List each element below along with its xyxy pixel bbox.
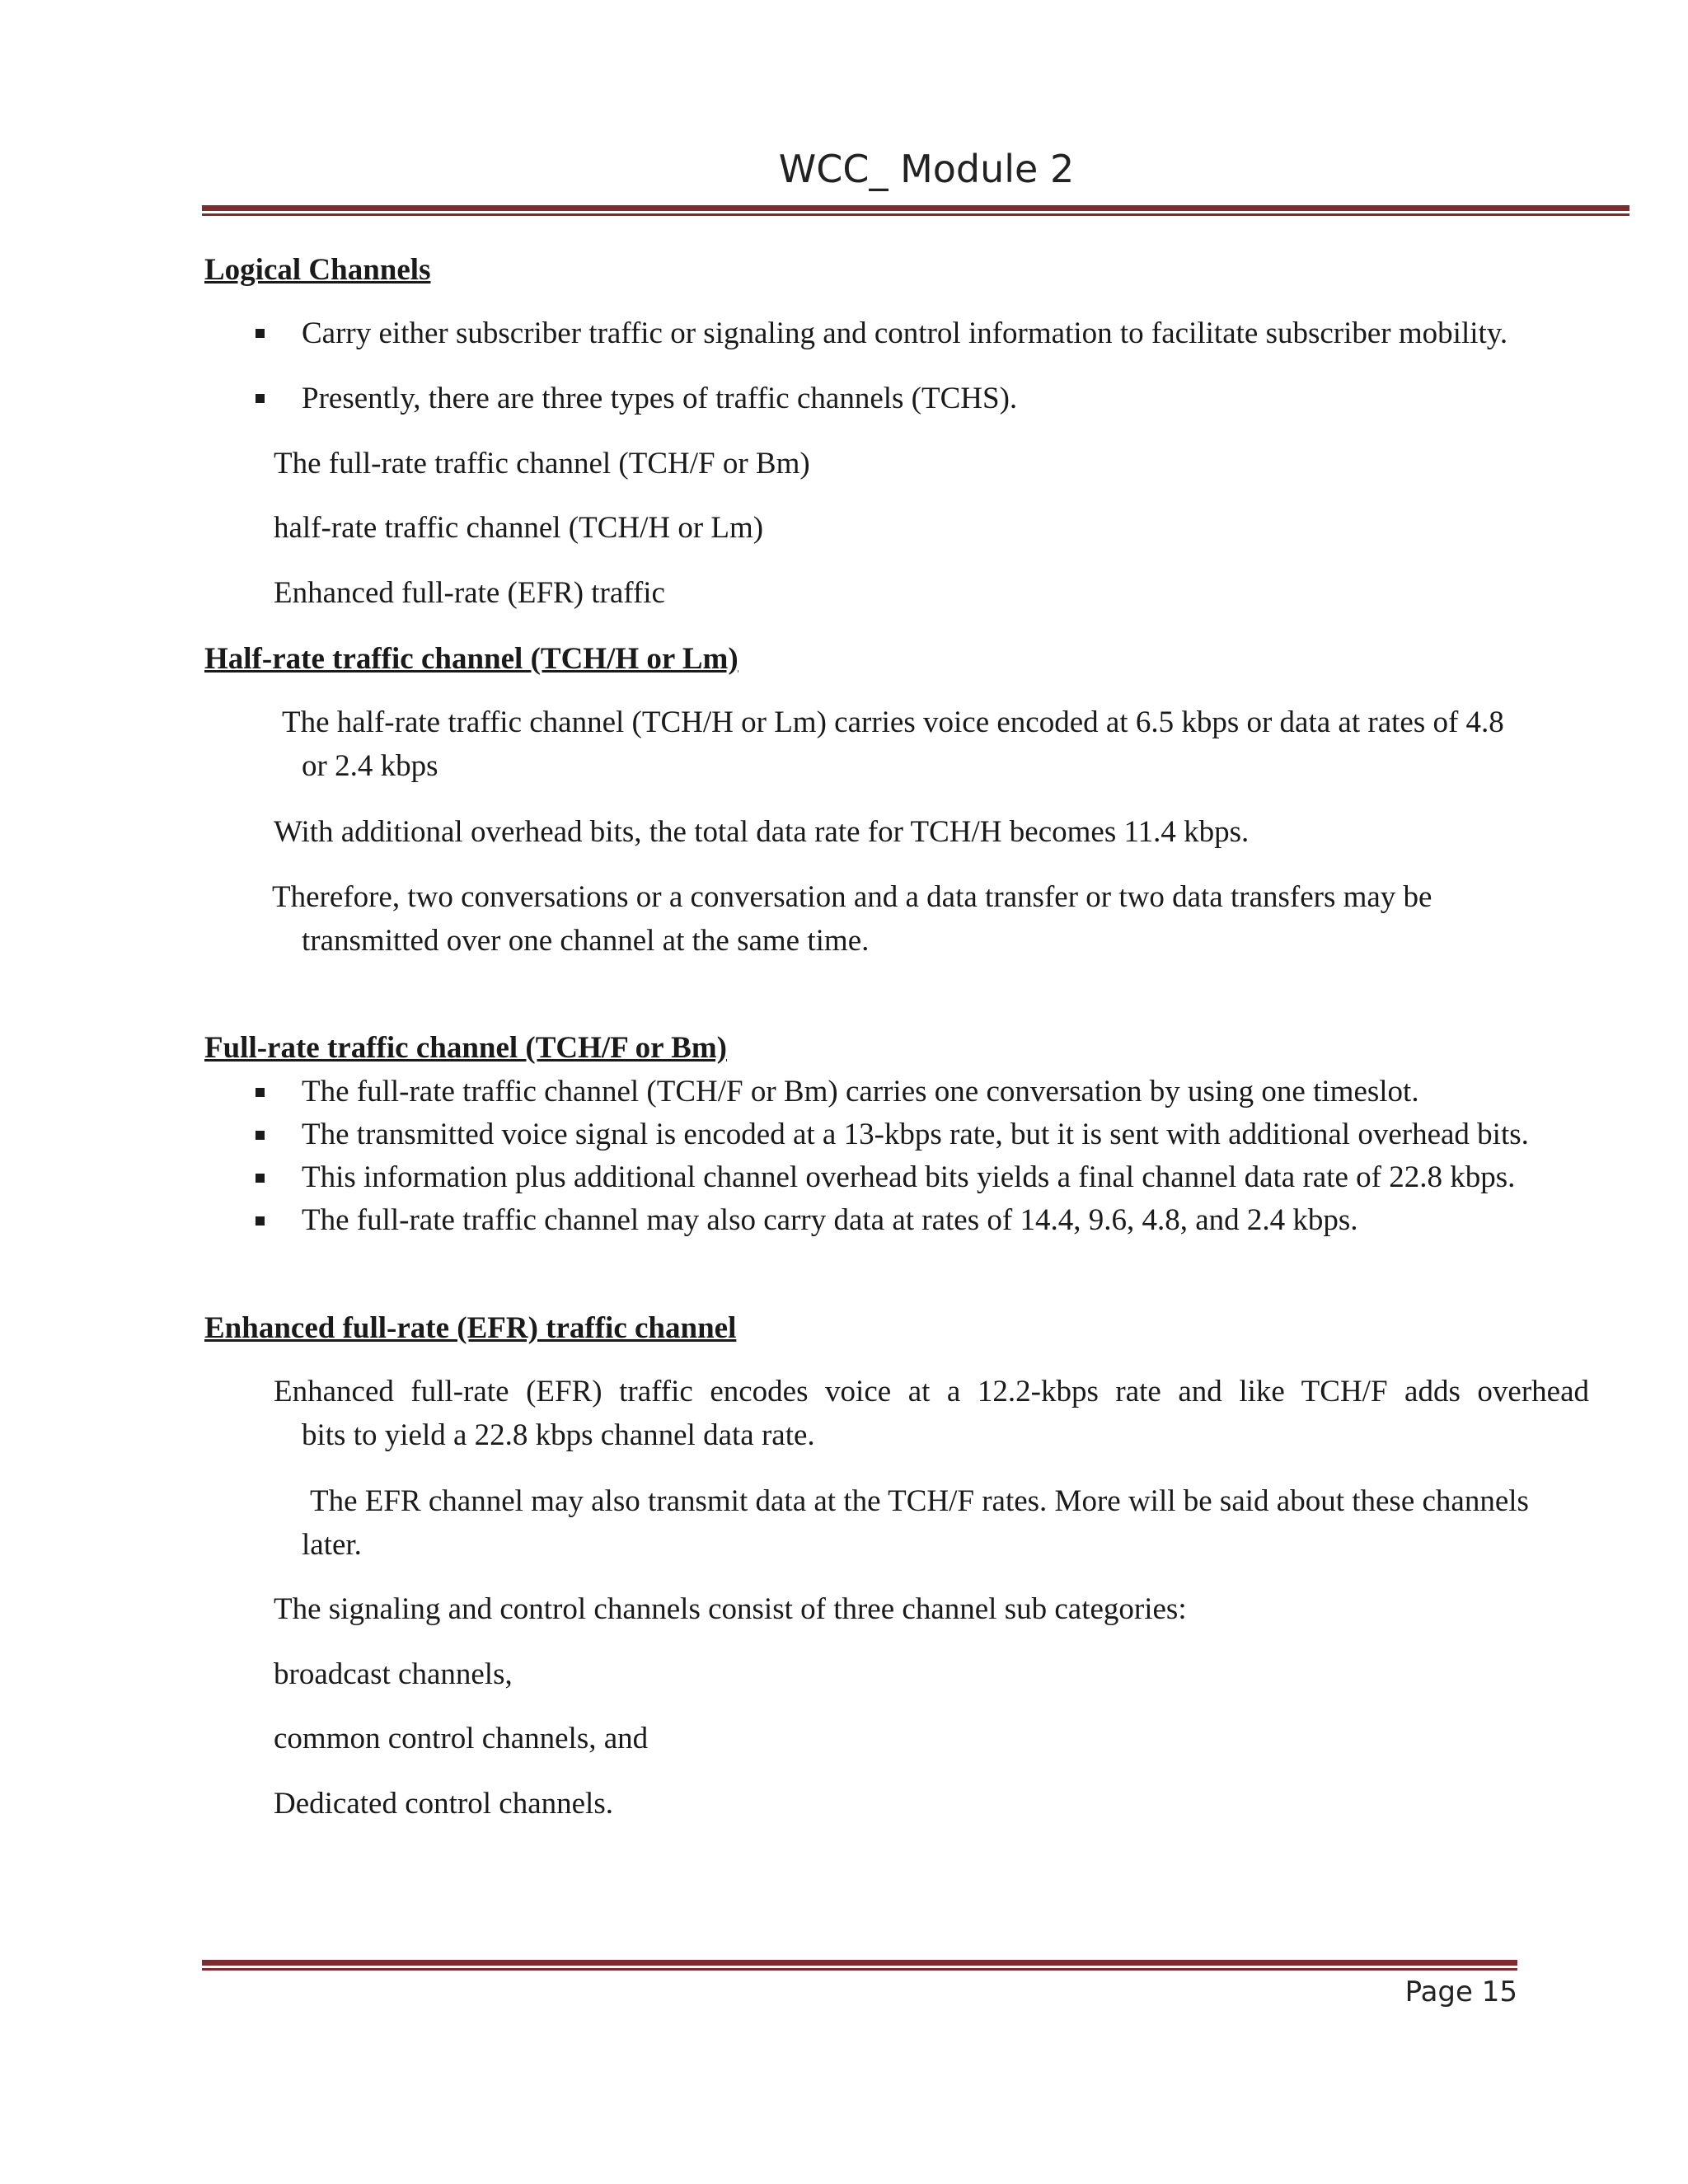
half-rate-paragraph-3-line-1: Therefore, two conversations or a conversation and a data transfer or two data transfers may be [272, 880, 1432, 914]
half-rate-paragraph-3-line-2: transmitted over one channel at the same time. [302, 924, 870, 958]
efr-paragraph-1-line-2: bits to yield a 22.8 kbps channel data rate. [302, 1418, 815, 1452]
page-header-title: WCC_ Module 2 [778, 147, 1075, 191]
bullet-marker [256, 1174, 265, 1183]
half-rate-paragraph-2: With additional overhead bits, the total data rate for TCH/H becomes 11.4 kbps. [274, 815, 1250, 849]
header-divider [202, 205, 1629, 216]
efr-subcategory-intro: The signaling and control channels consist of three channel sub categories: [274, 1592, 1187, 1626]
bullet-marker [256, 1216, 265, 1226]
bullet-marker [256, 1088, 265, 1097]
subcategory-common-control: common control channels, and [274, 1722, 649, 1755]
full-rate-bullet-4: The full-rate traffic channel may also carry data at rates of 14.4, 9.6, 4.8, and 2.4 kbps. [302, 1203, 1358, 1237]
traffic-type-enhanced: Enhanced full-rate (EFR) traffic [274, 576, 665, 610]
page-number: Page 15 [1404, 1975, 1517, 2008]
subcategory-dedicated-control: Dedicated control channels. [274, 1787, 613, 1821]
half-rate-paragraph-1-line-2: or 2.4 kbps [302, 749, 438, 783]
efr-paragraph-2-line-2: later. [302, 1528, 362, 1562]
half-rate-paragraph-1-line-1: The half-rate traffic channel (TCH/H or Lm) carries voice encoded at 6.5 kbps or data at rates of 4.8 [282, 705, 1504, 739]
subcategory-broadcast: broadcast channels, [274, 1657, 513, 1691]
section-heading-logical-channels: Logical Channels [204, 253, 431, 287]
section-heading-full-rate: Full-rate traffic channel (TCH/F or Bm) [204, 1031, 728, 1065]
section-heading-efr: Enhanced full-rate (EFR) traffic channel [204, 1311, 737, 1345]
full-rate-bullet-2: The transmitted voice signal is encoded at a 13-kbps rate, but it is sent with additional overhead bits. [302, 1118, 1529, 1151]
efr-paragraph-1-line-1: Enhanced full-rate (EFR) traffic encodes voice at a 12.2-kbps rate and like TCH/F adds overhead [274, 1375, 1589, 1408]
bullet-marker [256, 394, 265, 403]
full-rate-bullet-1: The full-rate traffic channel (TCH/F or Bm) carries one conversation by using one timeslot. [302, 1075, 1419, 1108]
logical-bullet-2: Presently, there are three types of traffic channels (TCHS). [302, 382, 1018, 415]
bullet-marker [256, 329, 265, 338]
traffic-type-full-rate: The full-rate traffic channel (TCH/F or Bm) [274, 447, 810, 480]
full-rate-bullet-3: This information plus additional channel overhead bits yields a final channel data rate of 22.8 kbps. [302, 1160, 1516, 1194]
bullet-marker [256, 1131, 265, 1140]
footer-divider [202, 1960, 1517, 1971]
traffic-type-half-rate: half-rate traffic channel (TCH/H or Lm) [274, 511, 764, 545]
logical-bullet-1: Carry either subscriber traffic or signaling and control information to facilitate subscriber mobility. [302, 316, 1508, 350]
section-heading-half-rate: Half-rate traffic channel (TCH/H or Lm) [204, 642, 738, 676]
efr-paragraph-2-line-1: The EFR channel may also transmit data at the TCH/F rates. More will be said about these channels [310, 1484, 1529, 1518]
